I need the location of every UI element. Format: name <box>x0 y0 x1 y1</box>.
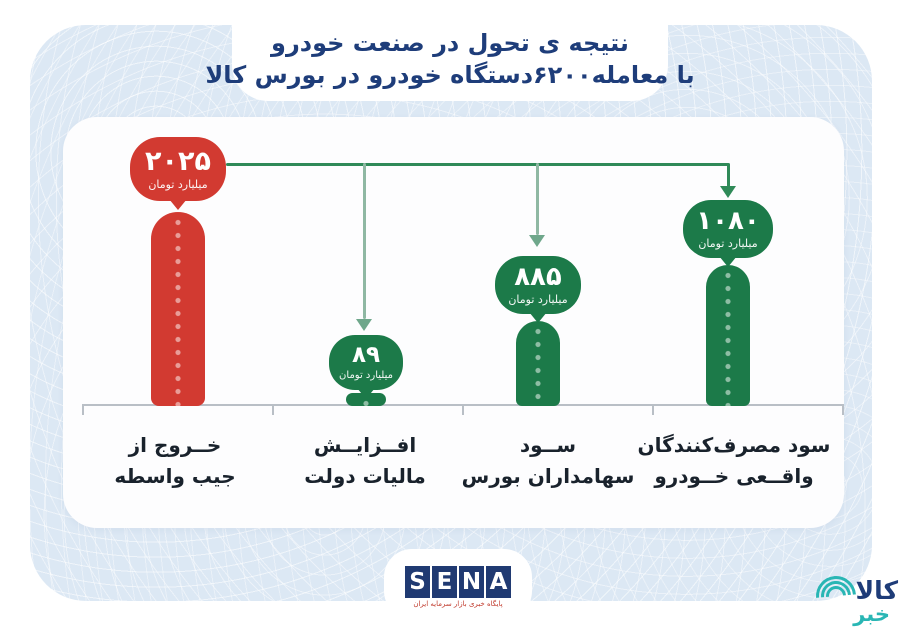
bubble-value: ۲۰۲۵ <box>145 145 211 177</box>
sena-letter: S <box>405 566 430 598</box>
category-label-line2: واقــعی خــودرو <box>654 464 814 488</box>
value-bubble-1080 <box>683 200 773 258</box>
category-label-tax-increase <box>265 430 465 492</box>
axis-tick <box>272 404 274 415</box>
page-title-line2: با معامله۶۲۰۰دستگاه خودرو در بورس کالا <box>205 61 695 89</box>
category-label-line2: سهامداران بورس <box>461 464 635 488</box>
arrow-down-icon <box>720 186 736 198</box>
bar-1080 <box>706 265 750 406</box>
bubble-value: ۸۹ <box>351 342 381 368</box>
sena-logo <box>399 566 517 608</box>
category-label-line1: افــزایــش <box>313 433 417 457</box>
sena-logo-letters <box>405 566 511 598</box>
category-label-line1: سود مصرف‌کنندگان <box>637 433 831 457</box>
kalakhabar-logo <box>816 572 900 632</box>
axis-tick <box>652 404 654 415</box>
connector-branch-to-1080 <box>727 163 730 187</box>
kalakhabar-word-kala: کالا <box>855 576 898 605</box>
arrow-down-icon <box>356 319 372 331</box>
sena-subtitle: پایگاه خبری بازار سرمایه ایران <box>413 600 503 608</box>
value-bubble-2025 <box>130 137 226 201</box>
category-label-line2: مالیات دولت <box>304 464 426 488</box>
bubble-unit: میلیارد تومان <box>339 370 393 381</box>
bubble-unit: میلیارد تومان <box>508 293 568 306</box>
bubble-value: ۱۰۸۰ <box>696 206 760 236</box>
bubble-tail <box>719 256 737 267</box>
category-label-line2: جیب واسطه <box>114 464 236 488</box>
bubble-tail <box>357 388 375 399</box>
page-title-line1: نتیجه ی تحول در صنعت خودرو <box>271 29 629 57</box>
sena-letter: E <box>432 566 457 598</box>
category-label-line1: ســود <box>519 433 577 457</box>
category-label-line1: خــروج از <box>128 433 222 457</box>
bar-885 <box>516 321 560 406</box>
bubble-tail <box>169 199 187 210</box>
bubble-unit: میلیارد تومان <box>148 177 208 191</box>
value-bubble-885 <box>495 256 581 314</box>
connector-branch-to-885 <box>536 163 539 235</box>
bar-2025 <box>151 212 205 406</box>
axis-tick <box>842 404 844 415</box>
sena-letter: A <box>486 566 511 598</box>
category-label-exit-middleman <box>75 430 275 492</box>
bubble-unit: میلیارد تومان <box>698 237 758 250</box>
category-label-consumer-profit <box>624 430 844 492</box>
kalakhabar-word-khabar: خبر <box>853 602 890 626</box>
title-area <box>205 0 695 101</box>
axis-tick <box>82 404 84 415</box>
connector-horizontal-line <box>226 163 729 166</box>
bubble-tail <box>529 312 547 323</box>
sena-letter: N <box>459 566 484 598</box>
value-bubble-89 <box>329 335 403 390</box>
arrow-down-icon <box>529 235 545 247</box>
axis-tick <box>462 404 464 415</box>
bubble-value: ۸۸۵ <box>514 262 562 292</box>
connector-branch-to-89 <box>363 163 366 319</box>
